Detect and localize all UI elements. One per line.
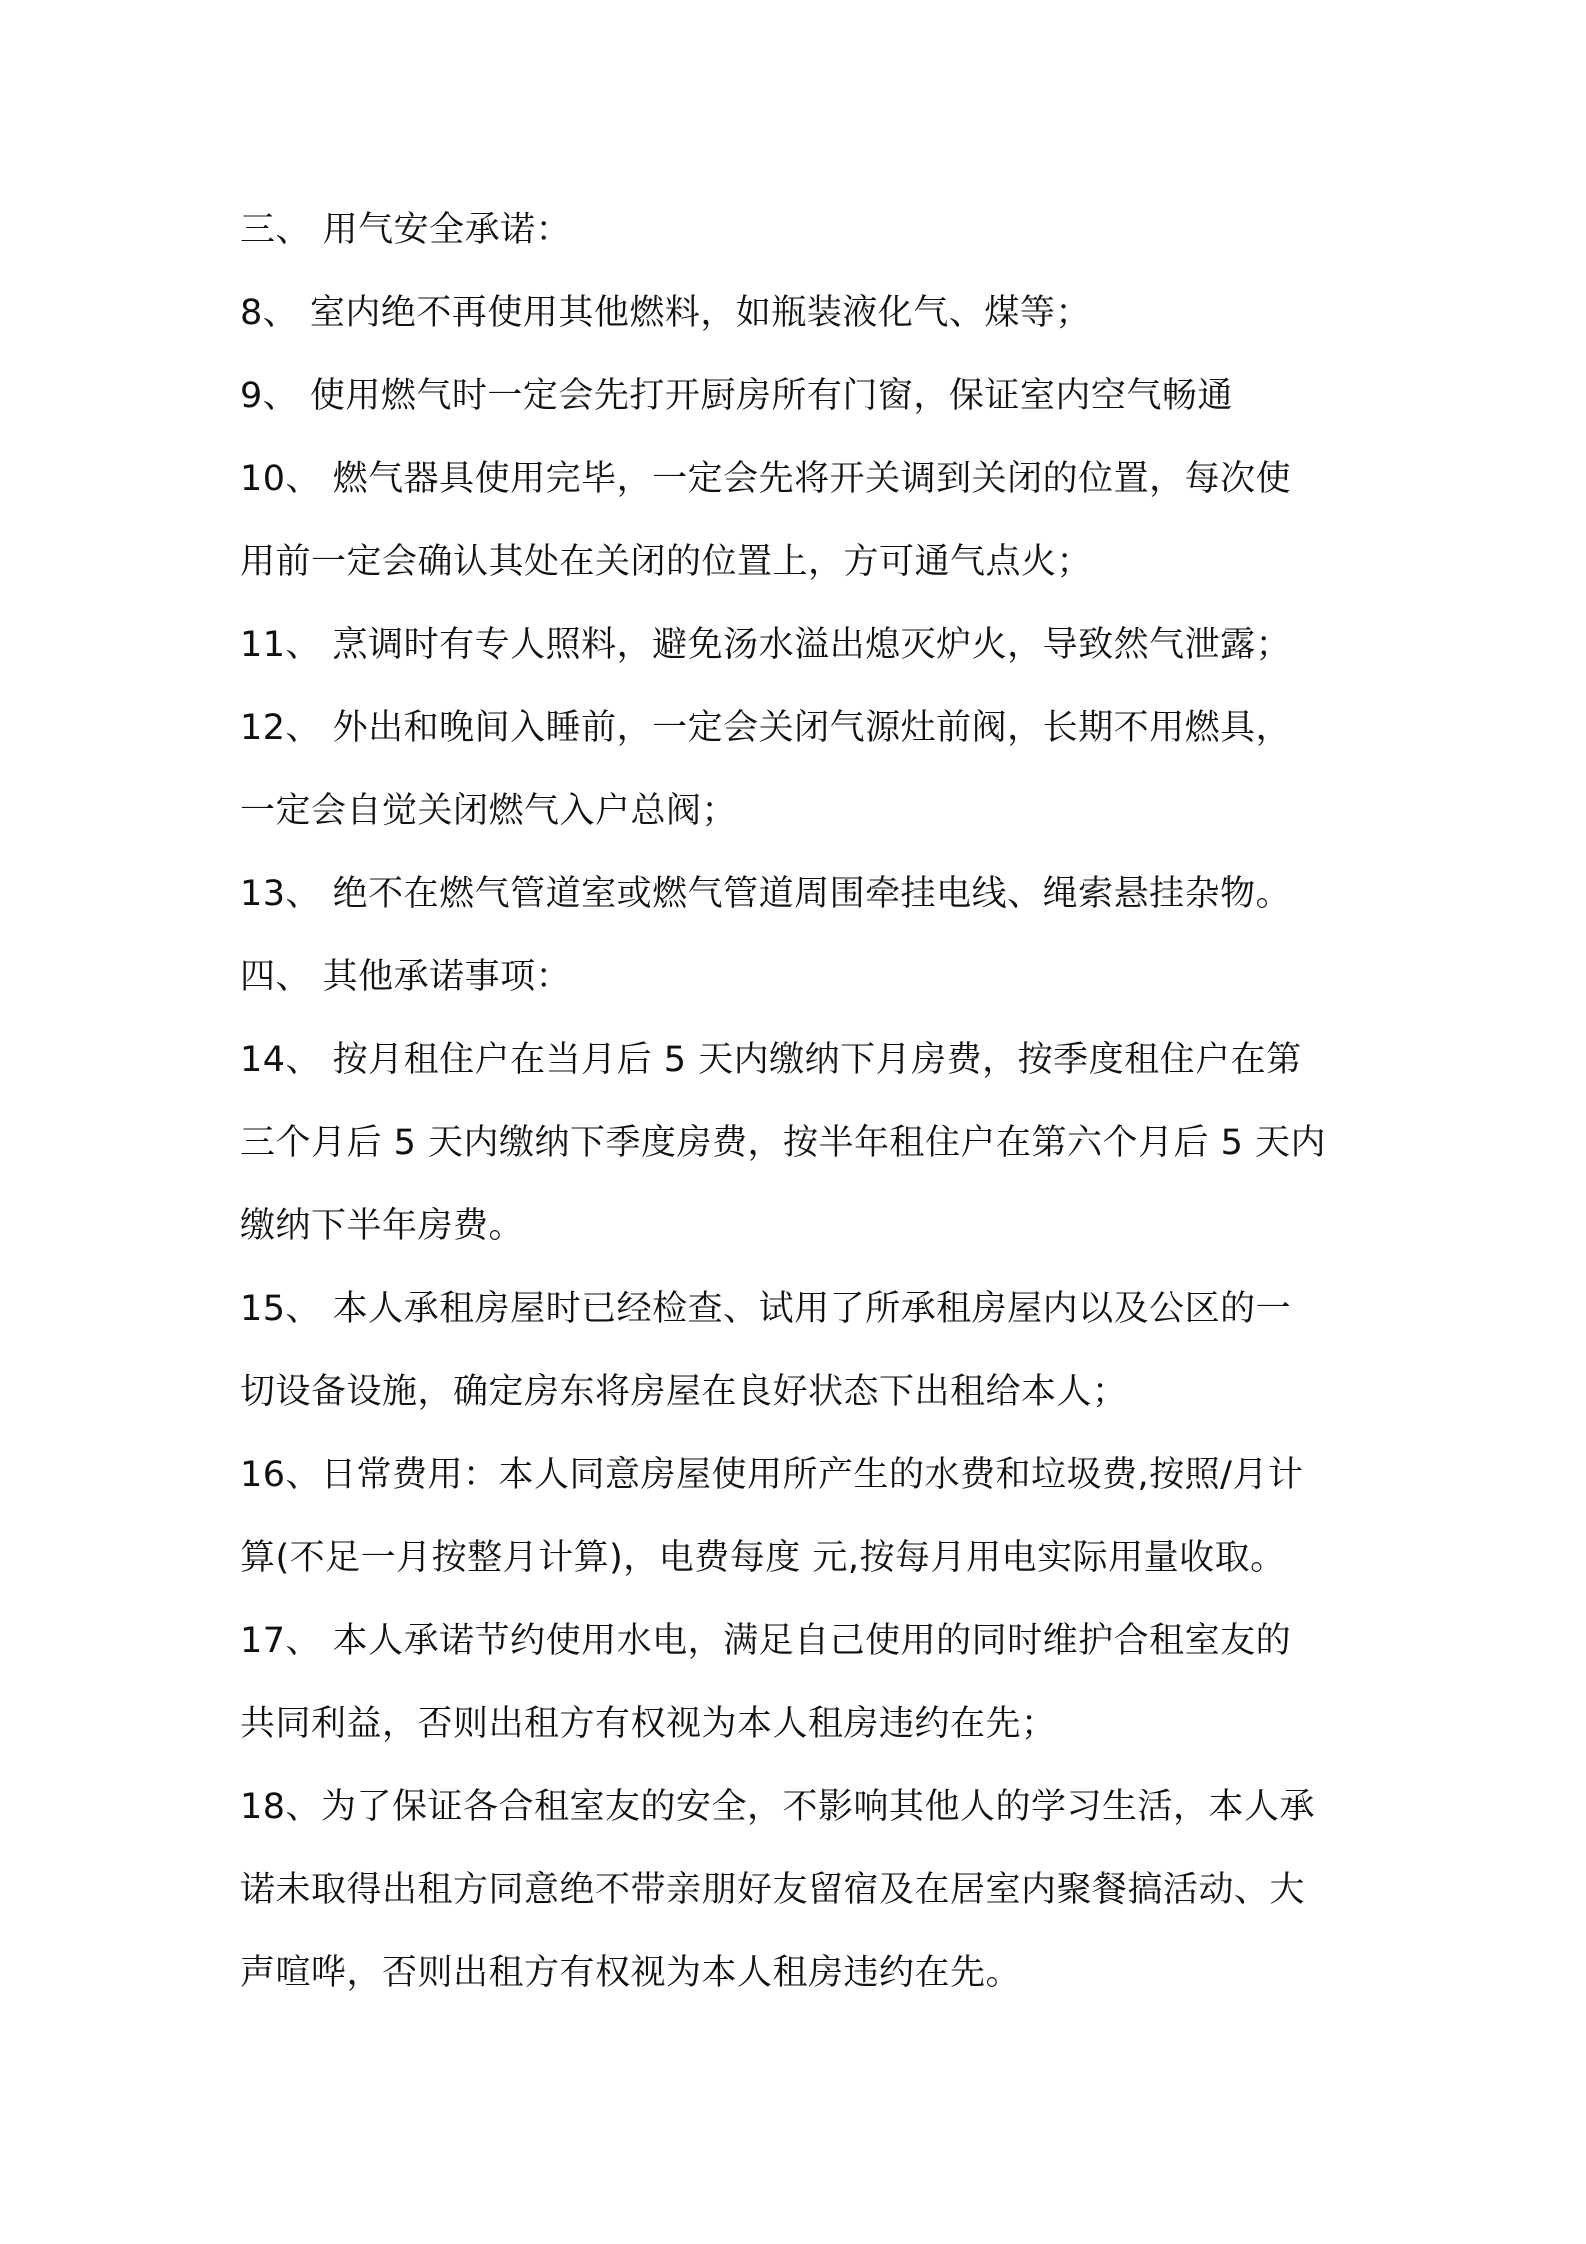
clause-16-line-1: 16、日常费用：本人同意房屋使用所产生的水费和垃圾费,按照/月计 <box>240 1455 1304 1495</box>
clause-15-line-1: 15、 本人承租房屋时已经检查、试用了所承租房屋内以及公区的一 <box>240 1289 1292 1329</box>
clause-14-line-2: 三个月后 5 天内缴纳下季度房费，按半年租住户在第六个月后 5 天内 <box>240 1123 1327 1163</box>
clause-14-line-1: 14、 按月租住户在当月后 5 天内缴纳下月房费，按季度租住户在第 <box>240 1040 1302 1080</box>
clause-10-line-2: 用前一定会确认其处在关闭的位置上，方可通气点火； <box>240 542 1093 582</box>
clause-13: 13、 绝不在燃气管道室或燃气管道周围牵挂电线、绳索悬挂杂物。 <box>240 874 1292 914</box>
clause-18-line-3: 声喧哗，否则出租方有权视为本人租房违约在先。 <box>240 1953 1022 1993</box>
clause-17-line-2: 共同利益，否则出租方有权视为本人租房违约在先； <box>240 1704 1057 1744</box>
section-heading-other-commitments: 四、 其他承诺事项： <box>240 957 572 997</box>
clause-11: 11、 烹调时有专人照料，避免汤水溢出熄灭炉火，导致然气泄露； <box>240 625 1292 665</box>
clause-18-line-1: 18、为了保证各合租室友的安全，不影响其他人的学习生活，本人承 <box>240 1787 1316 1827</box>
clause-12-line-1: 12、 外出和晚间入睡前，一定会关闭气源灶前阀，长期不用燃具， <box>240 708 1292 748</box>
clause-9: 9、 使用燃气时一定会先打开厨房所有门窗，保证室内空气畅通 <box>240 376 1233 416</box>
clause-17-line-1: 17、 本人承诺节约使用水电，满足自己使用的同时维护合租室友的 <box>240 1621 1292 1661</box>
clause-12-line-2: 一定会自觉关闭燃气入户总阀； <box>240 791 738 831</box>
section-heading-gas-safety: 三、 用气安全承诺： <box>240 210 572 250</box>
clause-18-line-2: 诺未取得出租方同意绝不带亲朋好友留宿及在居室内聚餐搞活动、大 <box>240 1870 1306 1910</box>
clause-10-line-1: 10、 燃气器具使用完毕，一定会先将开关调到关闭的位置，每次使 <box>240 459 1292 499</box>
clause-15-line-2: 切设备设施，确定房东将房屋在良好状态下出租给本人； <box>240 1372 1128 1412</box>
clause-16-line-2: 算(不足一月按整月计算)，电费每度 元,按每月用电实际用量收取。 <box>240 1538 1286 1578</box>
clause-8: 8、 室内绝不再使用其他燃料，如瓶装液化气、煤等； <box>240 293 1091 333</box>
clause-14-line-3: 缴纳下半年房费。 <box>240 1206 525 1246</box>
